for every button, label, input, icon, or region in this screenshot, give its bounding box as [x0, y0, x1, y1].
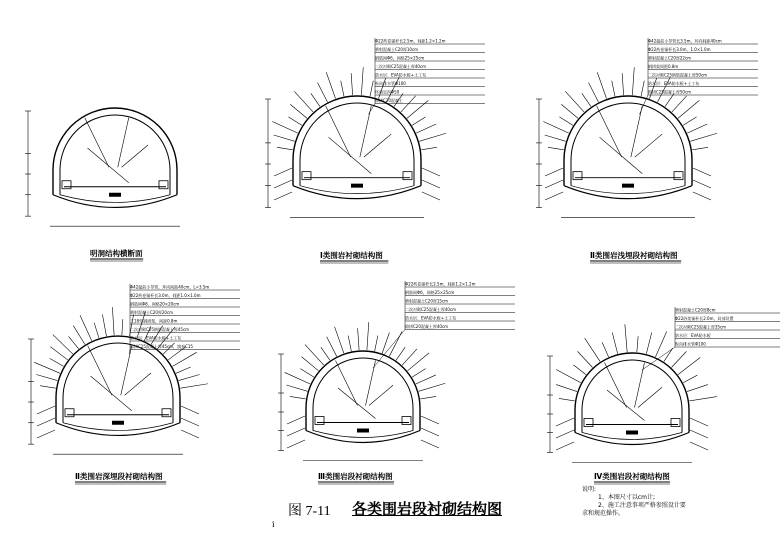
rock-bolt [582, 93, 591, 106]
rock-bolt [73, 326, 85, 345]
spec-line: 防水层：EVA防水板+土工布 [405, 315, 457, 321]
rock-bolt [37, 406, 55, 414]
rock-bolt [589, 82, 599, 102]
rock-bolt [419, 383, 446, 391]
rock-bolt [632, 67, 634, 95]
section-caption: Ⅳ类围岩段衬砌结构图 [594, 472, 670, 481]
rock-bolt [274, 180, 292, 188]
rock-bolt [290, 104, 307, 118]
rock-bolt [693, 192, 711, 200]
side-drain-right [671, 419, 680, 427]
rock-bolt [637, 336, 638, 352]
rock-bolt [412, 117, 426, 126]
rock-bolt [34, 362, 60, 373]
inner-lining [300, 103, 414, 186]
rock-bolt [274, 168, 292, 176]
rock-bolt [412, 369, 426, 378]
rock-bolt [543, 122, 568, 134]
rock-bolt [416, 375, 436, 384]
rock-bolt [40, 386, 56, 389]
rock-bolt [274, 135, 295, 141]
rock-bolt [341, 81, 344, 97]
rock-bolt [311, 93, 320, 106]
rock-bolt [556, 418, 574, 426]
section-caption: Ⅰ类围岩衬砌结构图 [320, 251, 383, 260]
spec-line: 防水层：EVA防水板+土工布 [648, 81, 700, 86]
spec-line: 防水层：EVA防水板+土工布 [375, 72, 427, 78]
radius-line [600, 137, 643, 173]
rock-bolt [545, 180, 563, 188]
spec-line: 仰拱C20混凝土厚40cm [405, 324, 449, 329]
leader-line [373, 330, 405, 369]
rock-bolt [382, 332, 389, 353]
outer-lining [306, 351, 420, 431]
rock-bolt [181, 430, 199, 438]
rock-bolt [294, 91, 313, 112]
rock-bolt [545, 168, 563, 176]
tunnel-section-3 [536, 38, 758, 264]
inner-lining [571, 103, 685, 186]
outer-lining [53, 108, 177, 195]
radius-line [122, 145, 148, 167]
section-caption: Ⅱ类围岩浅埋段衬砌结构图 [590, 251, 678, 260]
rock-bolt [690, 133, 717, 141]
rock-bolt [37, 430, 55, 438]
rock-bolt [361, 67, 363, 95]
rock-bolt [351, 73, 352, 95]
rock-bolt [545, 135, 566, 141]
spec-line: 喷射混凝土C20厚8cm [675, 307, 716, 313]
side-drain-left [315, 417, 324, 425]
rock-bolt [556, 442, 574, 450]
rock-bolt [318, 82, 328, 102]
spec-line: 喷射混凝土C20厚22cm [648, 55, 692, 61]
side-drain-left [62, 181, 71, 189]
note-line-2: 2、施工注意事项严格参照设计要 [598, 502, 686, 509]
rock-bolt [277, 147, 293, 150]
rock-bolt [421, 147, 437, 150]
rock-bolt [602, 342, 608, 357]
radius-line [369, 385, 393, 405]
rock-bolt [402, 349, 417, 365]
spec-line: 钢筋网Φ8，网格20×20cm [130, 301, 180, 307]
tunnel-section-4 [28, 284, 240, 485]
spec-line: Φ22药卷锚杆长3.0m，1.0×1.0m [648, 47, 711, 52]
spec-line: 喷射混凝土C20厚15cm [405, 298, 449, 304]
spec-line: Φ22砂浆锚杆长2.0m，局部设置 [675, 316, 734, 321]
rock-bolt [556, 385, 577, 392]
rock-bolt [36, 375, 57, 381]
rock-bolt [578, 351, 593, 367]
figure-number: 图 7-11 [288, 504, 331, 519]
radius-line [91, 376, 132, 411]
spec-line: Φ42超前小导管，环向间距40cm，L=3.5m [130, 284, 210, 290]
rock-bolt [689, 397, 717, 401]
side-drain-left [65, 409, 74, 417]
notes-heading: 说明: [582, 486, 597, 493]
rock-bolt [287, 440, 305, 448]
rock-bolt [122, 319, 123, 335]
rock-bolt [358, 328, 359, 350]
rock-bolt [672, 96, 687, 112]
radius-line [326, 106, 351, 157]
center-drain [109, 193, 121, 197]
inner-lining [313, 358, 413, 431]
spec-line: 工18型钢拱架，间距0.8m [130, 318, 178, 324]
radius-line [125, 373, 151, 395]
rock-bolt [641, 81, 644, 97]
note-line-3: 求和规范操作。 [582, 510, 625, 517]
rock-bolt [416, 124, 436, 133]
rock-bolt [683, 375, 697, 383]
rock-bolt [285, 372, 310, 384]
spec-line: 防水层：EVA防水板 [675, 333, 711, 338]
spec-line: 二次衬砌C25钢筋混凝土厚45cm [130, 327, 190, 332]
rock-bolt [50, 347, 68, 360]
rock-bolt [348, 336, 351, 352]
rock-bolt [561, 104, 578, 118]
rock-bolt [407, 100, 428, 118]
rock-bolt [287, 416, 305, 424]
inner-lining [582, 360, 682, 433]
side-drain-right [162, 409, 171, 417]
spec-line: 二次衬砌C25混凝土厚40cm [375, 64, 427, 69]
section-caption: Ⅲ类围岩段衬砌结构图 [318, 472, 393, 481]
rock-bolt [419, 133, 446, 141]
rock-bolt [300, 369, 314, 378]
rock-bolt [565, 91, 584, 112]
figure-title: 各类围岩段衬砌结构图 [352, 500, 503, 518]
radius-line [88, 148, 129, 183]
radius-line [360, 106, 371, 157]
rock-bolt [420, 396, 436, 399]
radius-line [638, 387, 662, 407]
side-drain-left [573, 172, 582, 180]
panels-layer [25, 38, 780, 485]
side-drain-right [159, 181, 168, 189]
rock-bolt [290, 396, 306, 399]
center-drain [112, 421, 124, 425]
section-caption: Ⅱ类围岩深埋段衬砌结构图 [75, 472, 163, 481]
radius-line [605, 363, 627, 408]
rock-bolt [690, 418, 708, 426]
spec-line: Φ22药卷锚杆长3.0m，间距1.0×1.0m [130, 293, 201, 298]
rock-bolt [335, 327, 344, 353]
radius-line [88, 346, 112, 396]
rock-bolt [102, 314, 106, 336]
outer-lining [56, 336, 180, 423]
center-drain [626, 431, 638, 435]
radius-line [336, 361, 358, 406]
side-drain-left [584, 419, 593, 427]
tunnel-section-1 [25, 108, 180, 261]
rock-bolt [321, 347, 330, 360]
spec-line: 钢筋网Φ6，网格25×25cm [375, 55, 425, 61]
rock-bolt [367, 322, 369, 350]
spec-line: 仰拱C25混凝土厚50cm [648, 89, 692, 95]
radius-line [85, 118, 109, 168]
rock-bolt [181, 418, 199, 426]
rock-bolt [556, 370, 581, 383]
inner-lining [63, 343, 173, 423]
rock-bolt [559, 398, 575, 401]
rock-bolt [655, 331, 666, 357]
center-drain [351, 184, 363, 188]
spec-line: 喷射混凝土C20厚20cm [130, 310, 174, 315]
rock-bolt [671, 351, 686, 367]
rock-bolt [545, 192, 563, 200]
rock-bolt [556, 430, 574, 438]
rock-bolt [687, 124, 707, 133]
rock-bolt [559, 117, 573, 126]
rock-bolt [50, 358, 64, 366]
spec-line: 环向盲沟Φ50 [375, 89, 400, 95]
spec-line: 钢筋网Φ6，网格25×25cm [405, 290, 455, 295]
tunnel-section-5 [278, 281, 515, 485]
rock-bolt [37, 418, 55, 426]
spec-line: 仰拱C25混凝土厚45cm，填充C15 [130, 344, 193, 349]
side-drain-right [403, 172, 412, 180]
notes-block [582, 486, 772, 518]
radius-line [329, 137, 372, 173]
rock-bolt [687, 385, 708, 392]
rock-bolt [181, 406, 199, 414]
rock-bolt [327, 337, 337, 357]
rock-bolt [421, 416, 439, 424]
rock-bolt [176, 367, 191, 373]
side-drain-right [402, 417, 411, 425]
rock-bolt [80, 315, 92, 340]
rock-bolt [573, 365, 586, 375]
radius-line [364, 134, 391, 157]
radius-line [607, 390, 645, 421]
rock-bolt [692, 147, 708, 150]
spec-line: Φ42超前小导管长3.5m，环向间距40cm [648, 38, 722, 44]
rock-bolt [625, 324, 627, 352]
outer-lining [575, 353, 689, 433]
rock-bolt [693, 180, 711, 188]
inner-lining [60, 115, 170, 195]
side-drain-right [674, 172, 683, 180]
tunnel-section-2 [265, 38, 485, 264]
rock-bolt [326, 72, 335, 98]
rock-bolt [287, 428, 305, 436]
rock-bolt [401, 96, 416, 112]
spec-line: 纵向排水管Φ100 [375, 81, 406, 86]
rock-bolt [421, 428, 439, 436]
rock-bolt [683, 117, 697, 126]
rock-bolt [612, 81, 615, 97]
rock-bolt [422, 180, 440, 188]
outer-lining [293, 96, 421, 186]
spec-line: Φ22药卷锚杆长2.5m，间距1.2×1.2m [375, 38, 446, 44]
rock-bolt [693, 168, 711, 176]
rock-bolt [375, 336, 378, 352]
radius-line [631, 106, 642, 157]
rock-bolt [288, 117, 302, 126]
center-drain [357, 429, 369, 433]
rock-bolt [286, 385, 307, 391]
radius-line [635, 134, 662, 157]
spec-line: 二次衬砌C25钢筋混凝土厚50cm [648, 72, 708, 78]
rock-bolt [274, 192, 292, 200]
rock-bolt [69, 336, 79, 348]
rock-bolt [690, 442, 708, 450]
rock-bolt [597, 72, 606, 98]
spec-line: 仰拱C20混凝土 [375, 98, 403, 103]
rock-bolt [664, 348, 673, 361]
rock-bolt [272, 122, 297, 134]
note-line-1: 1、本图尺寸以cm计; [598, 494, 655, 501]
rock-bolt [665, 93, 674, 106]
radius-line [338, 388, 376, 419]
rock-bolt [94, 323, 99, 338]
spec-line: 二次衬砌C25混凝土厚35cm [675, 324, 727, 330]
rock-bolt [370, 81, 373, 97]
spec-line: 喷射混凝土C20厚10cm [375, 47, 419, 52]
rock-bolt [112, 307, 114, 335]
outer-lining [564, 96, 692, 186]
page-mark: i [272, 520, 275, 529]
radius-line [366, 361, 376, 406]
spec-line: 防水层：EVA防水板+土工布 [130, 335, 182, 341]
spec-line: Φ22药卷锚杆长2.5m，间距1.2×1.2m [405, 281, 476, 287]
radius-line [121, 346, 132, 396]
rock-bolt [585, 338, 600, 361]
rock-bolt [396, 347, 405, 360]
radius-line [597, 106, 622, 157]
rock-bolt [646, 332, 651, 353]
section-caption: 明洞结构横断面 [90, 249, 143, 258]
rock-bolt [622, 73, 623, 95]
rock-bolt [548, 147, 564, 150]
spec-line: 二次衬砌C25混凝土厚40cm [405, 307, 457, 312]
side-drain-left [302, 172, 311, 180]
rock-bolt [612, 332, 617, 353]
center-drain [622, 184, 634, 188]
rock-bolt [421, 440, 439, 448]
spec-line: 纵向排水管Φ100 [675, 341, 706, 347]
rock-bolt [678, 358, 700, 375]
tunnel-section-6 [547, 307, 780, 485]
rock-bolt [180, 384, 208, 388]
spec-line: 钢拱架间距0.8m [648, 64, 679, 69]
rock-bolt [179, 375, 200, 381]
rock-bolt [172, 352, 196, 366]
rock-bolt [422, 168, 440, 176]
rock-bolt [678, 100, 699, 118]
rock-bolt [690, 430, 708, 438]
rock-bolt [422, 192, 440, 200]
rock-bolt [302, 357, 319, 371]
radius-line [118, 118, 129, 168]
